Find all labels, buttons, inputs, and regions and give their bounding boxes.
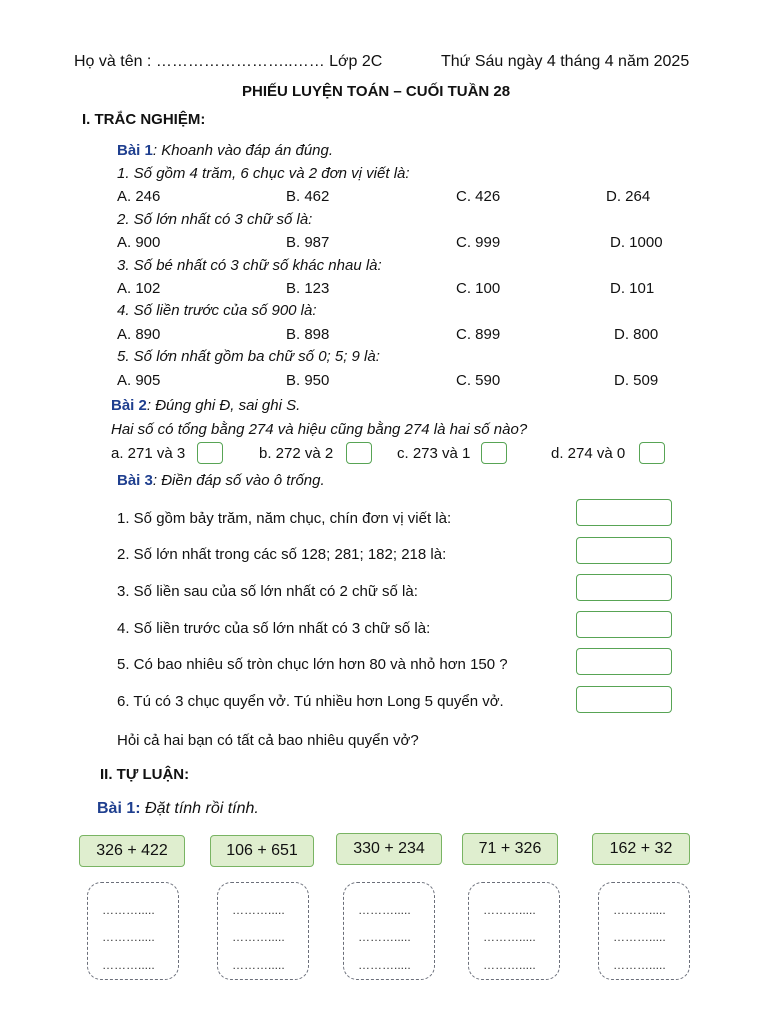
work-line: ………..... — [102, 903, 155, 917]
bai1-question-3: 3. Số bé nhất có 3 chữ số khác nhau là: — [117, 257, 382, 274]
bai1-q5-option-a[interactable]: A. 905 — [117, 372, 161, 389]
work-area-3[interactable] — [343, 882, 435, 980]
calc-tile-2: 106 + 651 — [210, 835, 314, 867]
bai1-q2-option-b[interactable]: B. 987 — [286, 234, 330, 251]
bai3-answer-box-2[interactable] — [576, 537, 672, 564]
work-line: ………..... — [358, 930, 411, 944]
bai3-answer-box-3[interactable] — [576, 574, 672, 601]
bai3-instruction: : Điền đáp số vào ô trống. — [152, 472, 325, 489]
bai1-q3-option-a[interactable]: A. 102 — [117, 280, 161, 297]
tuluan-bai1-label: Bài 1: — [97, 800, 141, 817]
bai1-label: Bài 1 — [117, 142, 153, 159]
bai1-question-1: 1. Số gồm 4 trăm, 6 chục và 2 đơn vị viết là: — [117, 165, 410, 182]
bai3-answer-box-4[interactable] — [576, 611, 672, 638]
bai1-q1-option-a[interactable]: A. 246 — [117, 188, 161, 205]
work-line: ………..... — [358, 958, 411, 972]
tuluan-bai1-heading — [97, 800, 259, 818]
bai1-q3-option-c[interactable]: C. 100 — [456, 280, 501, 297]
bai3-item-5: 5. Có bao nhiêu số tròn chục lớn hơn 80 và nhỏ hơn 150 ? — [117, 656, 508, 673]
calc-tile-4: 71 + 326 — [462, 833, 558, 865]
work-line: ………..... — [102, 958, 155, 972]
bai1-q1-option-c[interactable]: C. 426 — [456, 188, 501, 205]
bai1-q3-option-b[interactable]: B. 123 — [286, 280, 330, 297]
bai2-question: Hai số có tổng bằng 274 và hiệu cũng bằng 274 là hai số nào? — [111, 421, 528, 438]
bai3-answer-box-6[interactable] — [576, 686, 672, 713]
bai1-q2-option-d[interactable]: D. 1000 — [610, 234, 663, 251]
bai2-option-b: b. 272 và 2 — [259, 445, 334, 462]
bai1-q4-option-a[interactable]: A. 890 — [117, 326, 161, 343]
work-line: ………..... — [358, 903, 411, 917]
bai1-q4-option-d[interactable]: D. 800 — [614, 326, 659, 343]
bai1-q2-option-a[interactable]: A. 900 — [117, 234, 161, 251]
bai3-item-1: 1. Số gồm bảy trăm, năm chục, chín đơn vị viết là: — [117, 510, 452, 527]
page-title: PHIẾU LUYỆN TOÁN – CUỐI TUẦN 28 — [242, 83, 511, 100]
bai1-question-4: 4. Số liền trước của số 900 là: — [117, 302, 317, 319]
bai3-answer-box-1[interactable] — [576, 499, 672, 526]
work-line: ………..... — [613, 903, 666, 917]
bai2-option-a: a. 271 và 3 — [111, 445, 186, 462]
bai1-question-2: 2. Số lớn nhất có 3 chữ số là: — [117, 211, 313, 228]
work-area-1[interactable] — [87, 882, 179, 980]
bai1-q5-option-d[interactable]: D. 509 — [614, 372, 659, 389]
work-area-4[interactable] — [468, 882, 560, 980]
bai1-q2-option-c[interactable]: C. 999 — [456, 234, 501, 251]
bai3-followup: Hỏi cả hai bạn có tất cả bao nhiêu quyển vở? — [117, 732, 419, 749]
work-line: ………..... — [613, 958, 666, 972]
work-line: ………..... — [232, 903, 285, 917]
bai2-answer-box-b[interactable] — [346, 442, 372, 464]
work-line: ………..... — [232, 930, 285, 944]
bai1-q5-option-b[interactable]: B. 950 — [286, 372, 330, 389]
work-area-2[interactable] — [217, 882, 309, 980]
bai2-answer-box-c[interactable] — [481, 442, 507, 464]
bai1-heading — [117, 142, 333, 159]
bai3-heading — [117, 472, 325, 489]
bai2-option-c: c. 273 và 1 — [397, 445, 471, 462]
bai3-item-2: 2. Số lớn nhất trong các số 128; 281; 182; 218 là: — [117, 546, 447, 563]
bai1-q5-option-c[interactable]: C. 590 — [456, 372, 501, 389]
calc-tile-5: 162 + 32 — [592, 833, 690, 865]
calc-tile-1: 326 + 422 — [79, 835, 185, 867]
bai2-option-d: d. 274 và 0 — [551, 445, 626, 462]
student-name-line: Họ và tên : ……………………..…… Lớp 2C — [74, 53, 383, 70]
bai3-label: Bài 3 — [117, 472, 153, 489]
bai1-question-5: 5. Số lớn nhất gồm ba chữ số 0; 5; 9 là: — [117, 348, 380, 365]
calc-tile-3: 330 + 234 — [336, 833, 442, 865]
work-line: ………..... — [483, 930, 536, 944]
bai2-answer-box-a[interactable] — [197, 442, 223, 464]
bai3-item-6: 6. Tú có 3 chục quyển vở. Tú nhiều hơn Long 5 quyển vở. — [117, 693, 504, 710]
bai2-answer-box-d[interactable] — [639, 442, 665, 464]
bai1-q1-option-b[interactable]: B. 462 — [286, 188, 330, 205]
work-area-5[interactable] — [598, 882, 690, 980]
date-line: Thứ Sáu ngày 4 tháng 4 năm 2025 — [441, 53, 690, 70]
work-line: ………..... — [483, 903, 536, 917]
work-line: ………..... — [483, 958, 536, 972]
bai1-q3-option-d[interactable]: D. 101 — [610, 280, 655, 297]
bai1-q1-option-d[interactable]: D. 264 — [606, 188, 651, 205]
bai3-item-3: 3. Số liền sau của số lớn nhất có 2 chữ số là: — [117, 583, 418, 600]
bai1-q4-option-b[interactable]: B. 898 — [286, 326, 330, 343]
work-line: ………..... — [232, 958, 285, 972]
bai2-label: Bài 2 — [111, 397, 147, 414]
bai3-item-4: 4. Số liền trước của số lớn nhất có 3 chữ số là: — [117, 620, 431, 637]
work-line: ………..... — [613, 930, 666, 944]
bai2-heading — [111, 397, 300, 414]
section-essay: II. TỰ LUẬN: — [100, 766, 190, 783]
bai2-instruction: : Đúng ghi Đ, sai ghi S. — [146, 397, 301, 414]
bai3-answer-box-5[interactable] — [576, 648, 672, 675]
tuluan-bai1-instruction: Đặt tính rồi tính. — [145, 800, 259, 817]
section-multiple-choice: I. TRẮC NGHIỆM: — [82, 111, 206, 128]
bai1-instruction: : Khoanh vào đáp án đúng. — [152, 142, 334, 159]
work-line: ………..... — [102, 930, 155, 944]
bai1-q4-option-c[interactable]: C. 899 — [456, 326, 501, 343]
